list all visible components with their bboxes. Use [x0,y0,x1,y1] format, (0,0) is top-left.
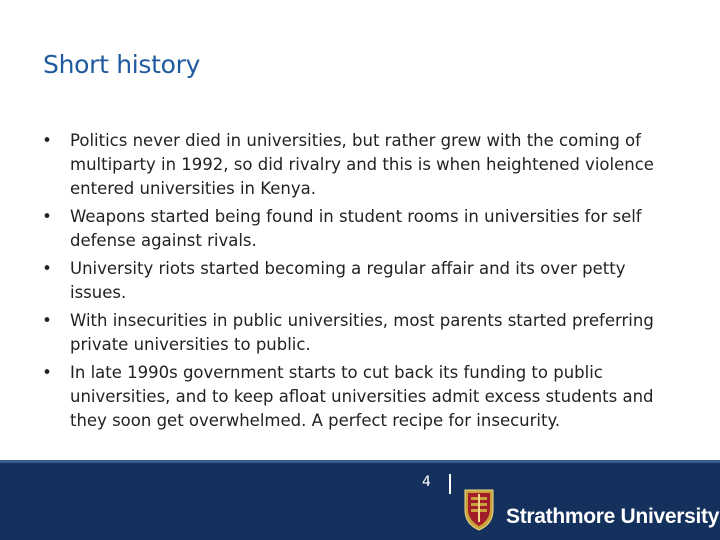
bullet-marker: • [42,259,52,278]
university-name: Strathmore University [506,505,720,528]
bullet-marker: • [42,363,52,382]
bullet-text: University riots started becoming a regular affair and its over petty issues. [70,259,626,302]
bullet-item [40,257,680,305]
bullet-text: In late 1990s government starts to cut back its funding to public universities, and to keep afloat universities admit excess students and they soon get overwhelmed. A perfect recipe for insecurity. [70,363,654,430]
university-crest-icon [462,488,496,532]
bullet-list [40,129,680,437]
footer-divider [449,474,451,494]
bullet-item [40,309,680,357]
bullet-marker: • [42,207,52,226]
page-number: 4 [422,474,431,490]
bullet-text: Politics never died in universities, but rather grew with the coming of multiparty in 1992, so did rivalry and this is when heightened violence entered universities in Kenya. [70,131,654,198]
slide-title: Short history [43,50,201,79]
bullet-item [40,361,680,433]
bullet-text: Weapons started being found in student rooms in universities for self defense against rivals. [70,207,642,250]
footer-stripe [0,460,720,463]
bullet-item [40,205,680,253]
bullet-marker: • [42,311,52,330]
bullet-marker: • [42,131,52,150]
bullet-item [40,129,680,201]
bullet-text: With insecurities in public universities, most parents started preferring private universities to public. [70,311,654,354]
